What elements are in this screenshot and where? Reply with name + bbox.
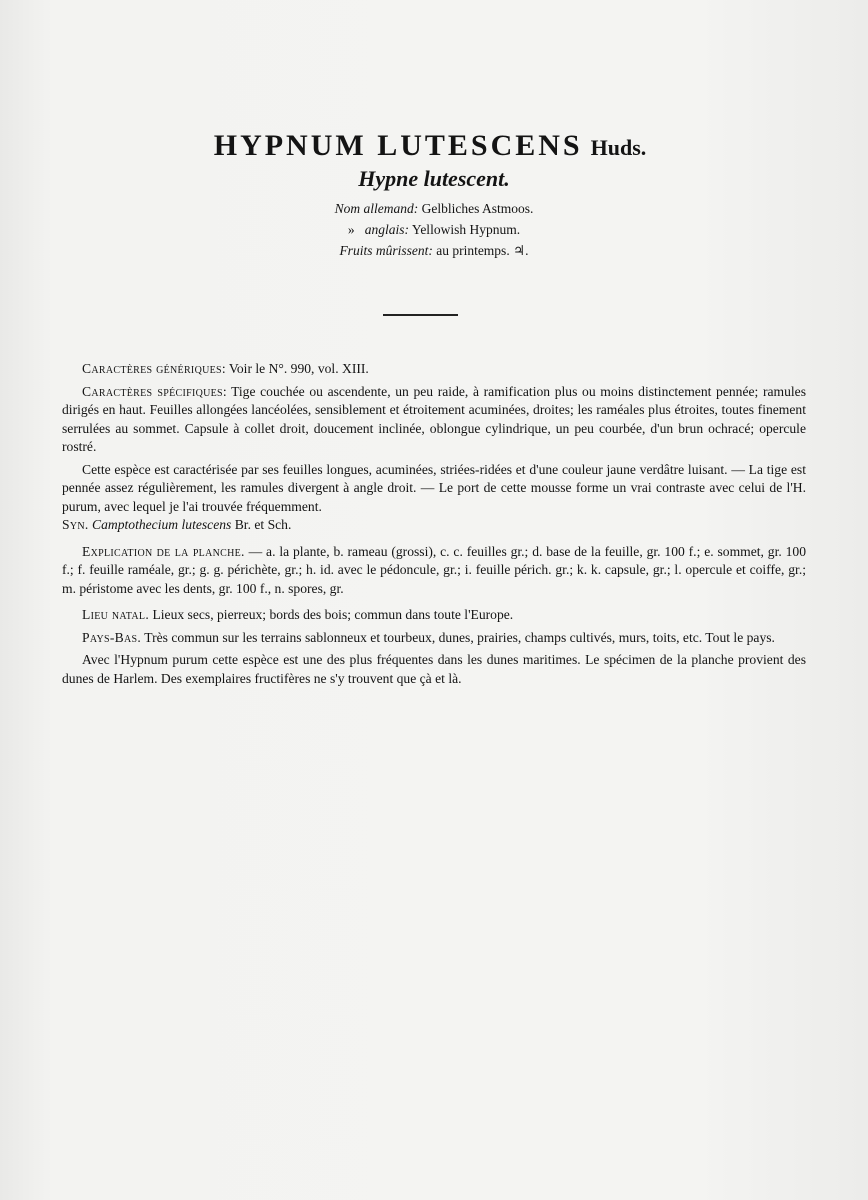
character-text: Cette espèce est caractérisée par ses feuilles longues, acuminées, striées-ridées et d'une couleur jaune verdâtre luisant. — La tige est pennée assez régulièrement, les ramules divergent à angle droit. — Le port de cette mousse forme un vrai contraste avec celui de l'H. purum, avec lequel je l'ai trouvée fréquemment.	[62, 461, 806, 514]
title-block	[0, 128, 868, 261]
closing-paragraph: Avec l'Hypnum purum cette espèce est une des plus fréquentes dans les dunes maritimes. Le spécimen de la planche provient des dunes de Harlem. Des exemplaires fructifères ne s'y trouvent que çà et là.	[62, 652, 806, 686]
plate-explanation	[62, 543, 806, 599]
german-label: Nom allemand:	[334, 201, 419, 216]
english-name-row	[0, 219, 868, 240]
specific-text: : Tige couchée ou ascendente, un peu raide, à ramification plus ou moins distinctement pennée; ramules dirigés en haut. Feuilles allongées lancéolées, sensiblement et étroitement acuminées, droites; les raméales plus étroites, toutes finement serrulées au sommet. Capsule à collet droit, doucement inclinée, oblongue cylindrique, un peu courbée, d'un brun ochracé; opercule rostré.	[62, 383, 806, 454]
synonym-label: Syn.	[62, 517, 89, 532]
plate-text: — a. la plante, b. rameau (grossi), c. c. feuilles gr.; d. base de la feuille, gr. 100 f.; e. sommet, gr. 100 f.; f. feuille raméale, gr.; g. g. périchète, gr.; h. id. avec le pédoncule, gr.; i. feuille périch. gr.; k. k. capsule, gr.; l. opercule et coiffe, gr.; m. péristome avec les dents, gr. 100 f., n. spores, gr.	[62, 543, 807, 596]
german-name-row	[0, 198, 868, 219]
synonym-name: Camptothecium lutescens	[92, 517, 232, 532]
english-value: Yellowish Hypnum.	[411, 222, 521, 237]
netherlands-text: Très commun sur les terrains sablonneux et tourbeux, dunes, prairies, champs cultivés, murs, toits, etc. Tout le pays.	[144, 629, 775, 645]
fruit-row	[0, 240, 868, 261]
specific-label: Caractères spécifiques	[82, 383, 223, 399]
species-title	[0, 128, 864, 166]
plate-label: Explication de la planche.	[82, 543, 245, 559]
habitat	[62, 606, 806, 625]
fruit-label: Fruits mûrissent:	[339, 243, 433, 258]
fruit-value: au printemps. ♃.	[436, 243, 529, 258]
ditto-mark: »	[347, 222, 355, 237]
specific-characters	[62, 383, 806, 457]
french-name: Hypne lutescent.	[358, 166, 510, 191]
common-names	[0, 198, 868, 261]
habitat-label: Lieu natal.	[82, 607, 150, 622]
netherlands	[62, 629, 806, 648]
habitat-text: Lieux secs, pierreux; bords des bois; commun dans toute l'Europe.	[152, 607, 514, 622]
netherlands-label: Pays-Bas.	[82, 629, 142, 645]
character-paragraph	[62, 461, 806, 535]
description-body	[62, 360, 806, 692]
synonym-author: Br. et Sch.	[234, 517, 292, 532]
divider-rule	[383, 314, 458, 316]
german-value: Gelbliches Astmoos.	[421, 201, 534, 216]
species-name: HYPNUM LUTESCENS	[213, 129, 583, 162]
generic-characters	[62, 360, 806, 379]
species-author: Huds.	[590, 135, 647, 160]
generic-text: : Voir le N°. 990, vol. XIII.	[221, 361, 369, 376]
english-label: anglais:	[364, 222, 410, 237]
generic-label: Caractères génériques	[82, 361, 222, 376]
